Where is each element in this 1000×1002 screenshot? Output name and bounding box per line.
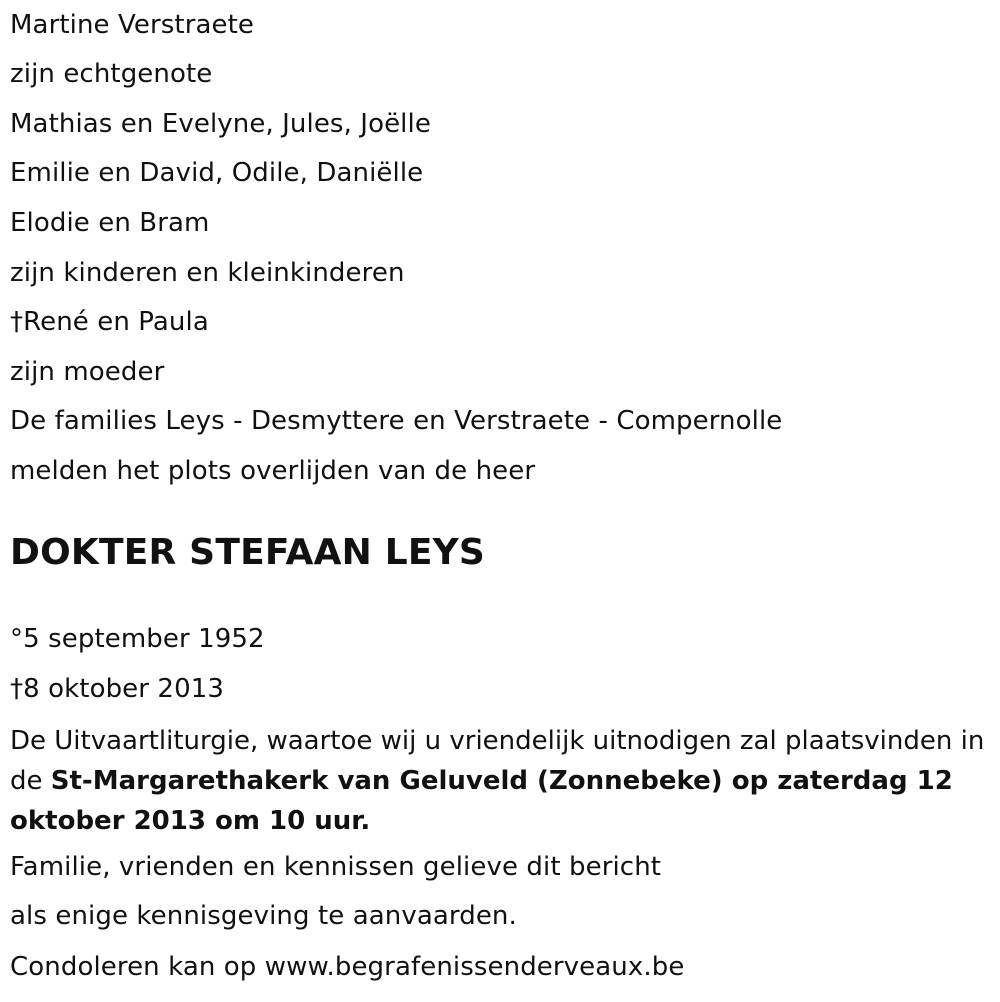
funeral-details: St-Margarethakerk van Geluveld (Zonnebeke) op zaterdag 12 oktober 2013 om 10 uur. [10, 766, 953, 836]
closing-line-2: als enige kennisgeving te aanvaarden. [10, 901, 517, 931]
funeral-paragraph [10, 721, 995, 841]
family-line-children-3: Elodie en Bram [10, 208, 210, 238]
family-line-children-1: Mathias en Evelyne, Jules, Joëlle [10, 109, 431, 139]
family-line-children-2: Emilie en David, Odile, Daniëlle [10, 158, 424, 188]
closing-line-1: Familie, vrienden en kennissen gelieve dit bericht [10, 852, 662, 882]
family-line-spouse-name: Martine Verstraete [10, 10, 255, 40]
family-line-mother-role: zijn moeder [10, 357, 165, 387]
family-line-children-role: zijn kinderen en kleinkinderen [10, 258, 405, 288]
announcement-line: melden het plots overlijden van de heer [10, 456, 536, 486]
condolence-line: Condoleren kan op www.begrafenissenderveaux.be [10, 952, 685, 982]
family-line-mother-name: †René en Paula [10, 307, 209, 337]
deceased-name: DOKTER STEFAAN LEYS [10, 532, 486, 573]
family-line-families: De families Leys - Desmyttere en Verstraete - Compernolle [10, 406, 783, 436]
funeral-intro: De Uitvaartliturgie, waartoe wij u vriendelijk uitnodigen zal plaatsvinden in de [10, 726, 985, 796]
family-line-spouse-role: zijn echtgenote [10, 59, 213, 89]
death-date: †8 oktober 2013 [10, 674, 224, 704]
birth-date: °5 september 1952 [10, 624, 265, 654]
